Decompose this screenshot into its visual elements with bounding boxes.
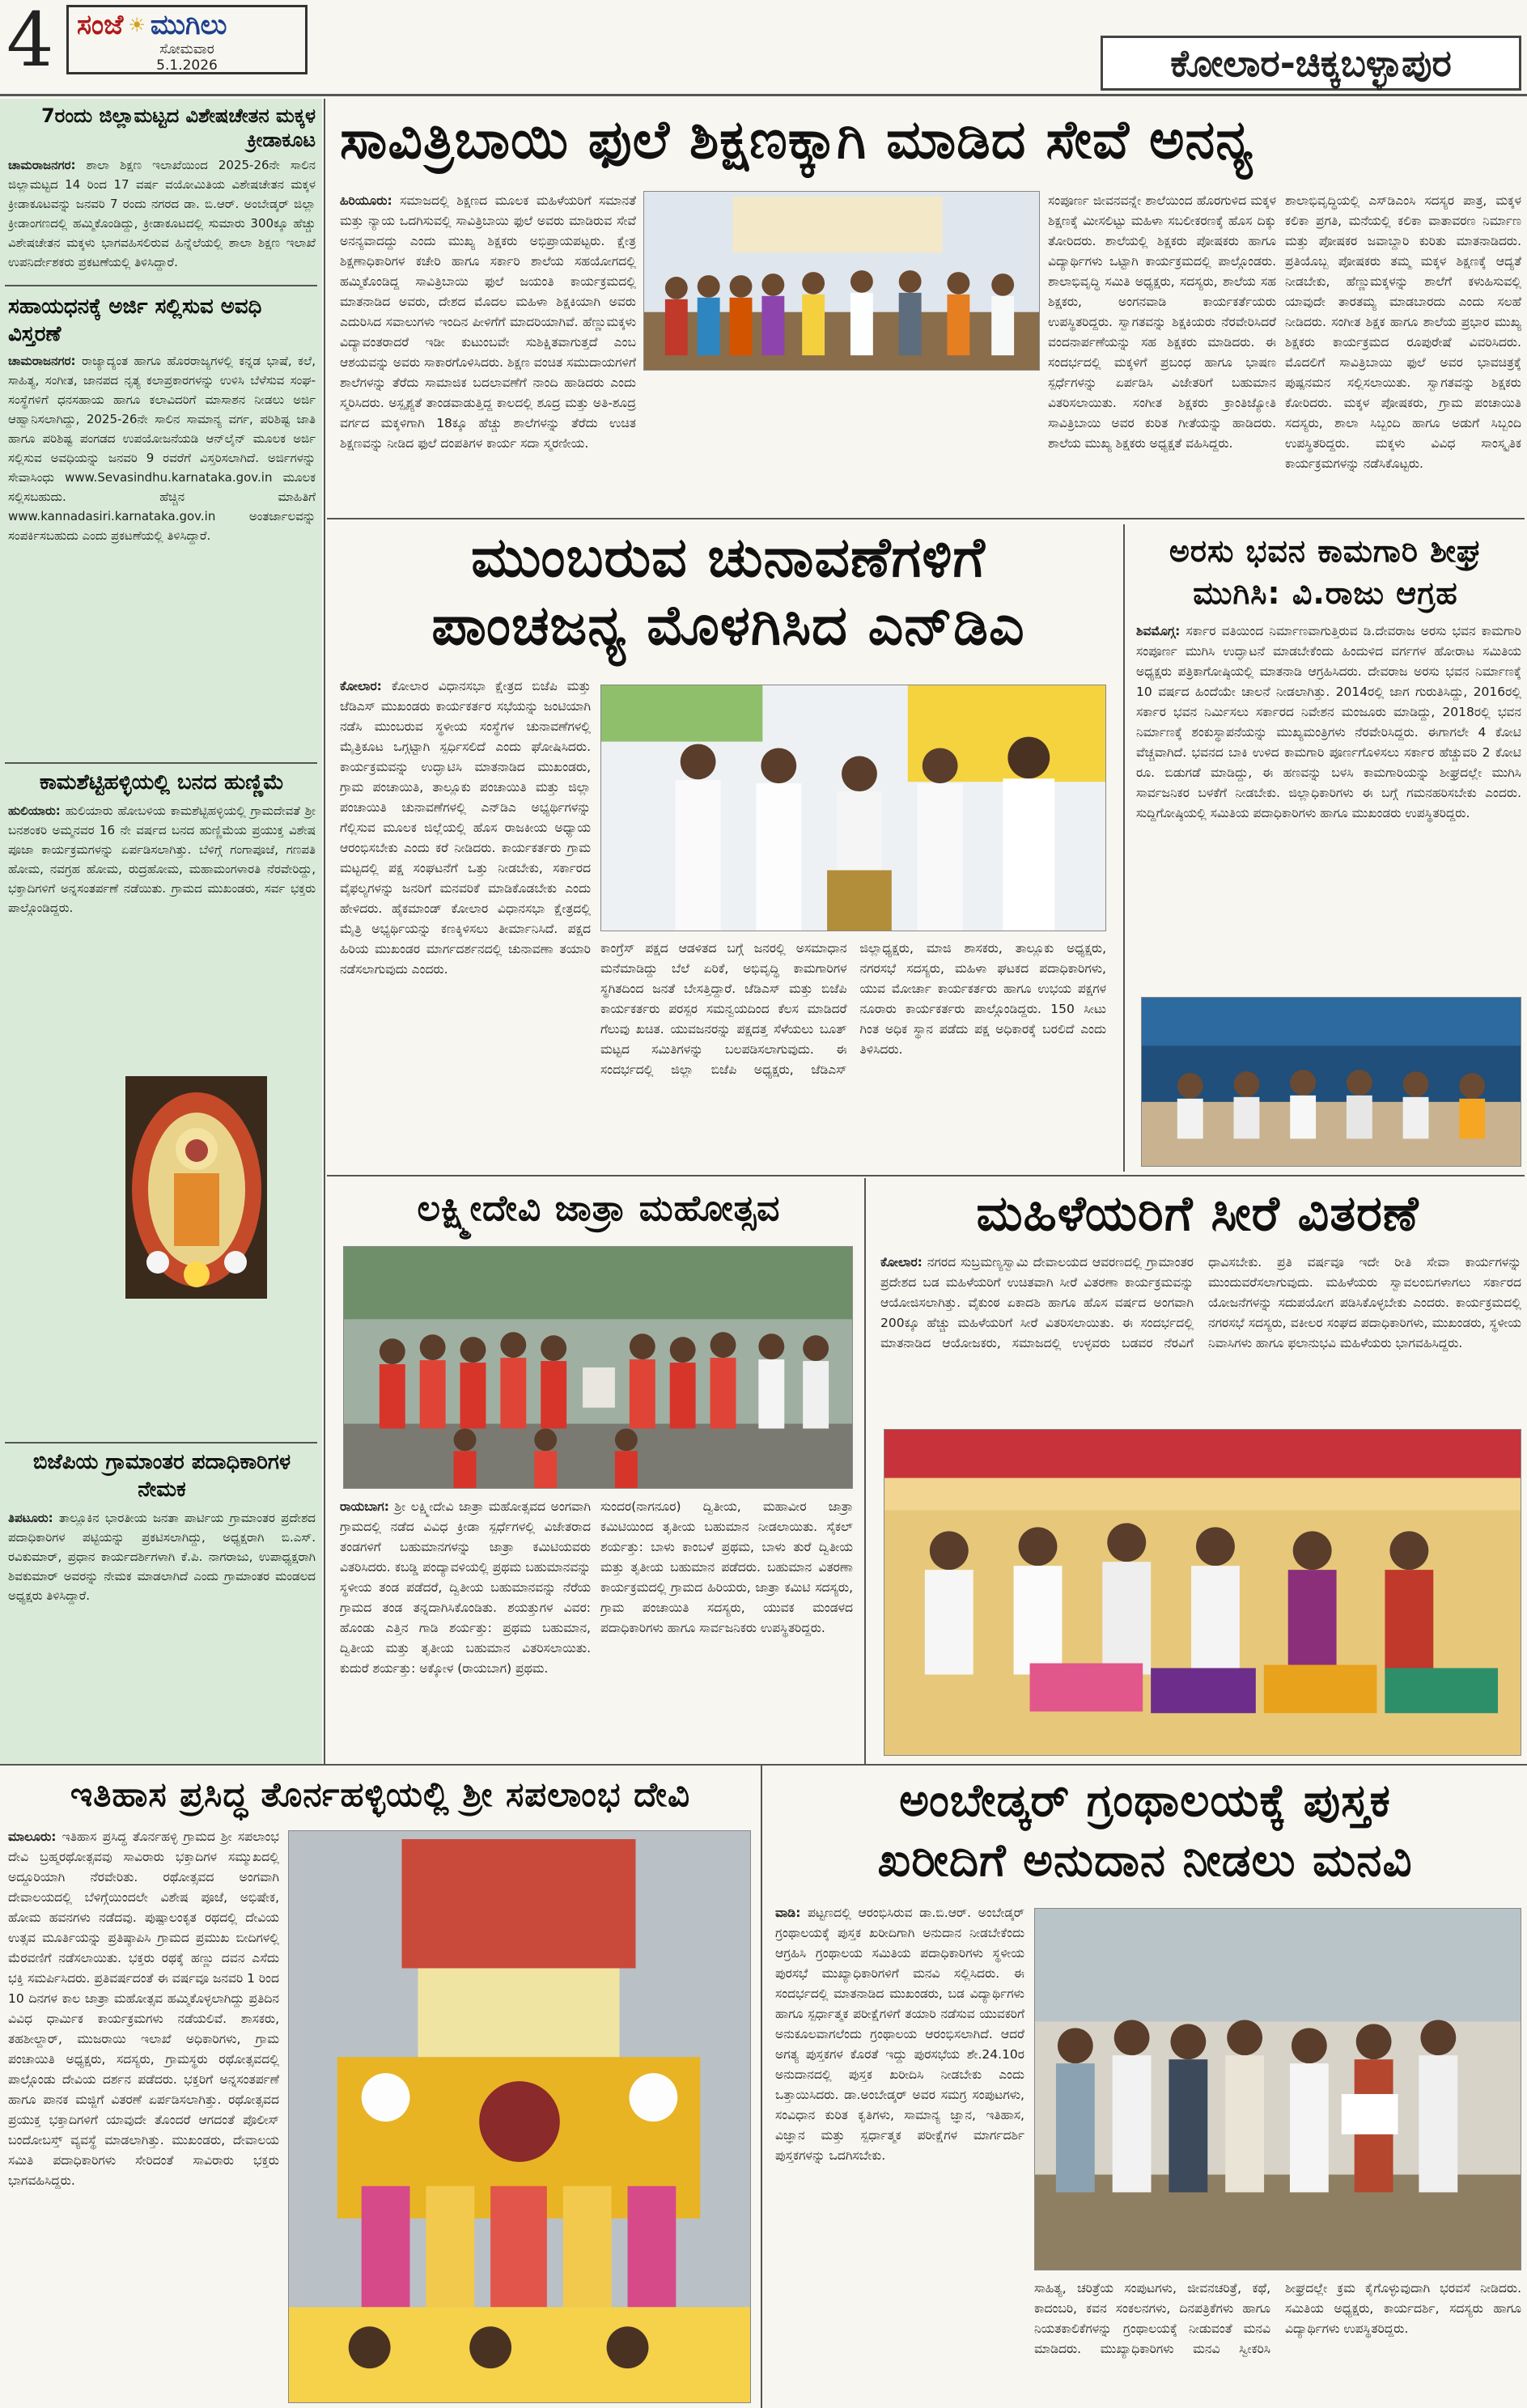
savitribai-col1 — [340, 191, 636, 510]
arasu-dateline: ಶಿವಮೊಗ್ಗ: — [1136, 624, 1181, 638]
divider — [0, 1764, 1527, 1766]
divider — [5, 285, 317, 286]
sidebar-sports-headline: 7ರಂದು ಜಿಲ್ಲಾಮಟ್ಟದ ವಿಶೇಷಚೇತನ ಮಕ್ಕಳ ಕ್ರೀಡಾಕೂಟ — [40, 104, 316, 151]
arasu-photo — [1141, 997, 1521, 1167]
nda-dateline: ಕೋಲಾರ: — [340, 679, 382, 693]
sidebar-sports-dateline: ಚಾಮರಾಜನಗರ: — [8, 158, 76, 172]
sidebar-story-grant — [8, 293, 316, 746]
saree-headline: ಮಹಿಳೆಯರಿಗೆ ಸೀರೆ ವಿತರಣೆ — [976, 1185, 1419, 1242]
arasu-body: ಸರ್ಕಾರ ವತಿಯಿಂದ ನಿರ್ಮಾಣವಾಗುತ್ತಿರುವ ಡಿ.ದೇವರಾಜ ಅರಸು ಭವನ ಕಾಮಗಾರಿ ಸಂಪೂರ್ಣ ಮುಗಿಸಿ ಉದ್ಘಾಟನೆ ಮಾಡಬೇಕೆಂದು ಹಿಂದುಳಿದ ವರ್ಗಗಳ ಹೋರಾಟ ಸಮಿತಿಯ ಅಧ್ಯಕ್ಷರು ಪತ್ರಿಕಾಗೋಷ್ಠಿಯಲ್ಲಿ ಮಾತನಾಡಿ ಆಗ್ರಹಿಸಿದರು. ದೇವರಾಜ ಅರಸು ಭವನ ನಿರ್ಮಾಣಕ್ಕೆ 10 ವರ್ಷದ ಹಿಂದೆಯೇ ಚಾಲನೆ ನೀಡಲಾಗಿತ್ತು. 2014ರಲ್ಲಿ ಜಾಗ ಗುರುತಿಸಿದ್ದು, 2016ರಲ್ಲಿ ಸರ್ಕಾರ ಭವನ ನಿರ್ಮಿಸಲು ಸರ್ಕಾರದ ನಿವೇಶನ ಮಂಜೂರು ಮಾಡಿದ್ದು, 2018ರಲ್ಲಿ ಭವನ ನಿರ್ಮಾಣಕ್ಕೆ ಶಂಕುಸ್ಥಾಪನೆಯನ್ನು ಮುಖ್ಯಮಂತ್ರಿಗಳು ನೆರವೇರಿಸಿದ್ದರು. ಈಗಾಗಲೇ 4 ಕೋಟಿ ವೆಚ್ಚವಾಗಿದೆ. ಭವನದ ಬಾಕಿ ಉಳಿದ ಕಾಮಗಾರಿ ಪೂರ್ಣಗೊಳಿಸಲು ಸರ್ಕಾರ ಹೆಚ್ಚುವರಿ 2 ಕೋಟಿ ರೂ. ಬಿಡುಗಡೆ ಮಾಡಿದ್ದು, ಈ ಹಣವನ್ನು ಬಳಸಿ ಕಾಮಗಾರಿಯನ್ನು ಶೀಘ್ರದಲ್ಲೇ ಮುಗಿಸಿ ಸಾರ್ವಜನಿಕರ ಬಳಕೆಗೆ ನೀಡಬೇಕು. ಜಿಲ್ಲಾಧಿಕಾರಿಗಳು ಈ ಬಗ್ಗೆ ಗಮನಹರಿಸಬೇಕು ಎಂದರು. ಸುದ್ದಿಗೋಷ್ಠಿಯಲ್ಲಿ ಸಮಿತಿಯ ಪದಾಧಿಕಾರಿಗಳು ಹಾಗೂ ಮುಖಂಡರು ಉಪಸ್ಥಿತರಿದ್ದರು. — [1136, 624, 1521, 820]
masthead-day: ಸೋಮವಾರ — [159, 41, 214, 57]
savitribai-headline: ಸಾವಿತ್ರಿಬಾಯಿ ಫುಲೆ ಶಿಕ್ಷಣಕ್ಕಾಗಿ ಮಾಡಿದ ಸೇವೆ ಅನನ್ಯ — [340, 108, 1254, 171]
section-title: ಕೋಲಾರ-ಚಿಕ್ಕಬಳ್ಳಾಪುರ — [1101, 36, 1521, 91]
lakshmi-dateline: ರಾಯಬಾಗ: — [340, 1499, 389, 1514]
ambedkar-headline-line2: ಖರೀದಿಗೆ ಅನುದಾನ ನೀಡಲು ಮನವಿ — [877, 1834, 1413, 1887]
ambedkar-headline-line1: ಅಂಬೇಡ್ಕರ್ ಗ್ರಂಥಾಲಯಕ್ಕೆ ಪುಸ್ತಕ — [899, 1774, 1391, 1827]
ambedkar-dateline: ವಾಡಿ: — [775, 1906, 801, 1920]
sidebar-temple-dateline: ಹುಲಿಯಾರು: — [8, 803, 61, 818]
savitribai-dateline: ಹಿರಿಯೂರು: — [340, 193, 392, 208]
nda-col2 — [600, 939, 1106, 1173]
nda-photo — [600, 685, 1106, 931]
torna-body-wrap — [8, 1827, 279, 2403]
arasu-body-wrap — [1136, 621, 1521, 987]
saree-body-wrap — [880, 1253, 1521, 1421]
sidebar-story-bjp — [8, 1448, 316, 1751]
nda-body-1: ಕೋಲಾರ ವಿಧಾನಸಭಾ ಕ್ಷೇತ್ರದ ಬಿಜೆಪಿ ಮತ್ತು ಜೆಡಿಎಸ್ ಮುಖಂಡರು ಕಾರ್ಯಕರ್ತರ ಸಭೆಯನ್ನು ಜಂಟಿಯಾಗಿ ನಡೆಸಿ ಮುಂಬರುವ ಸ್ಥಳೀಯ ಸಂಸ್ಥೆಗಳ ಚುನಾವಣೆಗಳಲ್ಲಿ ಮೈತ್ರಿಕೂಟ ಒಗ್ಗಟ್ಟಾಗಿ ಸ್ಪರ್ಧಿಸಲಿದೆ ಎಂದು ಘೋಷಿಸಿದರು. ಕಾರ್ಯಕ್ರಮವನ್ನು ಉದ್ಘಾಟಿಸಿ ಮಾತನಾಡಿದ ಮುಖಂಡರು, ಗ್ರಾಮ ಪಂಚಾಯಿತಿ, ತಾಲ್ಲೂಕು ಪಂಚಾಯಿತಿ ಮತ್ತು ಜಿಲ್ಲಾ ಪಂಚಾಯಿತಿ ಚುನಾವಣೆಗಳಲ್ಲಿ ಎನ್‌ಡಿಎ ಅಭ್ಯರ್ಥಿಗಳನ್ನು ಗೆಲ್ಲಿಸುವ ಮೂಲಕ ಜಿಲ್ಲೆಯಲ್ಲಿ ಹೊಸ ರಾಜಕೀಯ ಅಧ್ಯಾಯ ಆರಂಭಿಸಬೇಕು ಎಂದು ಕರೆ ನೀಡಿದರು. ಕಾರ್ಯಕರ್ತರು ಗ್ರಾಮ ಮಟ್ಟದಲ್ಲಿ ಪಕ್ಷ ಸಂಘಟನೆಗೆ ಒತ್ತು ನೀಡಬೇಕು, ಸರ್ಕಾರದ ವೈಫಲ್ಯಗಳನ್ನು ಜನರಿಗೆ ಮನವರಿಕೆ ಮಾಡಿಕೊಡಬೇಕು ಎಂದು ಹೇಳಿದರು. ಹೈಕಮಾಂಡ್ ಕೋಲಾರ ವಿಧಾನಸಭಾ ಕ್ಷೇತ್ರದಲ್ಲಿ ಮೈತ್ರಿ ಅಭ್ಯರ್ಥಿಯನ್ನು ಕಣಕ್ಕಿಳಿಸಲು ತೀರ್ಮಾನಿಸಿದೆ. ಪಕ್ಷದ ಹಿರಿಯ ಮುಖಂಡರ ಮಾರ್ಗದರ್ಶನದಲ್ಲಿ ಚುನಾವಣಾ ತಯಾರಿ ನಡೆಸಲಾಗುವುದು ಎಂದರು. — [340, 679, 591, 977]
arasu-headline-line2: ಮುಗಿಸಿ: ವಿ.ರಾಜು ಆಗ್ರಹ — [1193, 575, 1458, 611]
masthead — [66, 5, 308, 74]
savitribai-body-1: ಸಮಾಜದಲ್ಲಿ ಶಿಕ್ಷಣದ ಮೂಲಕ ಮಹಿಳೆಯರಿಗೆ ಸಮಾನತೆ ಮತ್ತು ನ್ಯಾಯ ಒದಗಿಸುವಲ್ಲಿ ಸಾವಿತ್ರಿಬಾಯಿ ಫುಲೆ ಅವರು ಮಾಡಿರುವ ಸೇವೆ ಅನನ್ಯವಾದದ್ದು ಎಂದು ಮುಖ್ಯ ಶಿಕ್ಷಕರು ಅಭಿಪ್ರಾಯಪಟ್ಟರು. ಕ್ಷೇತ್ರ ಶಿಕ್ಷಣಾಧಿಕಾರಿಗಳ ಕಚೇರಿ ಹಾಗೂ ಸರ್ಕಾರಿ ಶಾಲೆಯ ಸಹಯೋಗದಲ್ಲಿ ಹಮ್ಮಿಕೊಂಡಿದ್ದ ಸಾವಿತ್ರಿಬಾಯಿ ಫುಲೆ ಜಯಂತಿ ಕಾರ್ಯಕ್ರಮದಲ್ಲಿ ಮಾತನಾಡಿದ ಅವರು, ದೇಶದ ಮೊದಲ ಮಹಿಳಾ ಶಿಕ್ಷಕಿಯಾಗಿ ಅವರು ಎದುರಿಸಿದ ಸವಾಲುಗಳು ಇಂದಿನ ಪೀಳಿಗೆಗೆ ಮಾದರಿಯಾಗಿವೆ. ಹೆಣ್ಣುಮಕ್ಕಳು ವಿದ್ಯಾವಂತರಾದರೆ ಇಡೀ ಕುಟುಂಬವೇ ಸುಶಿಕ್ಷಿತವಾಗುತ್ತದೆ ಎಂಬ ಆಶಯವನ್ನು ಅವರು ಸಾಕಾರಗೊಳಿಸಿದರು. ಶಿಕ್ಷಣ ವಂಚಿತ ಸಮುದಾಯಗಳಿಗೆ ಶಾಲೆಗಳನ್ನು ತೆರೆದು ಸಾಮಾಜಿಕ ಬದಲಾವಣೆಗೆ ನಾಂದಿ ಹಾಡಿದರು ಎಂದು ಸ್ಮರಿಸಿದರು. ಅಸ್ಪೃಶ್ಯತೆ ತಾಂಡವಾಡುತ್ತಿದ್ದ ಕಾಲದಲ್ಲಿ ಶೂದ್ರ ಮತ್ತು ಅತಿ-ಶೂದ್ರ ವರ್ಗದ ಮಕ್ಕಳಿಗಾಗಿ 18ಕ್ಕೂ ಹೆಚ್ಚು ಶಾಲೆಗಳನ್ನು ತೆರೆದು ಉಚಿತ ಶಿಕ್ಷಣವನ್ನು ನೀಡಿದ ಫುಲೆ ದಂಪತಿಗಳ ಕಾರ್ಯ ಸದಾ ಸ್ಮರಣೀಯ. — [340, 193, 636, 451]
goddess-photo — [125, 1076, 267, 1299]
divider — [327, 1175, 1525, 1176]
masthead-date: 5.1.2026 — [156, 57, 218, 74]
savitribai-col3 — [1285, 191, 1521, 510]
ambedkar-col2 — [1034, 2279, 1521, 2403]
torna-dateline: ಮಾಲೂರು: — [8, 1829, 57, 1844]
divider — [327, 518, 1525, 519]
torna-body: ಇತಿಹಾಸ ಪ್ರಸಿದ್ಧ ತೊರ್ನಹಳ್ಳಿ ಗ್ರಾಮದ ಶ್ರೀ ಸಪಲಾಂಭ ದೇವಿ ಬ್ರಹ್ಮರಥೋತ್ಸವವು ಸಾವಿರಾರು ಭಕ್ತಾದಿಗಳ ಸಮ್ಮುಖದಲ್ಲಿ ಅದ್ದೂರಿಯಾಗಿ ನೆರವೇರಿತು. ರಥೋತ್ಸವದ ಅಂಗವಾಗಿ ದೇವಾಲಯದಲ್ಲಿ ಬೆಳಿಗ್ಗೆಯಿಂದಲೇ ವಿಶೇಷ ಪೂಜೆ, ಅಭಿಷೇಕ, ಹೋಮ ಹವನಗಳು ನಡೆದವು. ಪುಷ್ಪಾಲಂಕೃತ ರಥದಲ್ಲಿ ದೇವಿಯ ಉತ್ಸವ ಮೂರ್ತಿಯನ್ನು ಪ್ರತಿಷ್ಠಾಪಿಸಿ ಗ್ರಾಮದ ಪ್ರಮುಖ ಬೀದಿಗಳಲ್ಲಿ ಮೆರವಣಿಗೆ ನಡೆಸಲಾಯಿತು. ಭಕ್ತರು ರಥಕ್ಕೆ ಹಣ್ಣು ದವನ ಎಸೆದು ಭಕ್ತಿ ಸಮರ್ಪಿಸಿದರು. ಪ್ರತಿವರ್ಷದಂತೆ ಈ ವರ್ಷವೂ ಜನವರಿ 1 ರಿಂದ 10 ದಿನಗಳ ಕಾಲ ಜಾತ್ರಾ ಮಹೋತ್ಸವ ಹಮ್ಮಿಕೊಳ್ಳಲಾಗಿದ್ದು ಪ್ರತಿದಿನ ವಿವಿಧ ಧಾರ್ಮಿಕ ಕಾರ್ಯಕ್ರಮಗಳು ನಡೆಯಲಿವೆ. ಶಾಸಕರು, ತಹಶೀಲ್ದಾರ್, ಮುಜರಾಯಿ ಇಲಾಖೆ ಅಧಿಕಾರಿಗಳು, ಗ್ರಾಮ ಪಂಚಾಯಿತಿ ಅಧ್ಯಕ್ಷರು, ಸದಸ್ಯರು, ಗ್ರಾಮಸ್ಥರು ರಥೋತ್ಸವದಲ್ಲಿ ಪಾಲ್ಗೊಂಡು ದೇವಿಯ ದರ್ಶನ ಪಡೆದರು. ಭಕ್ತರಿಗೆ ಅನ್ನಸಂತರ್ಪಣೆ ಹಾಗೂ ಪಾನಕ ಮಜ್ಜಿಗೆ ವಿತರಣೆ ಏರ್ಪಡಿಸಲಾಗಿತ್ತು. ರಥೋತ್ಸವದ ಪ್ರಯುಕ್ತ ಭಕ್ತಾದಿಗಳಿಗೆ ಯಾವುದೇ ತೊಂದರೆ ಆಗದಂತೆ ಪೊಲೀಸ್ ಬಂದೋಬಸ್ತ್ ವ್ಯವಸ್ಥೆ ಮಾಡಲಾಗಿತ್ತು. ಮುಖಂಡರು, ದೇವಾಲಯ ಸಮಿತಿ ಪದಾಧಿಕಾರಿಗಳು ಸೇರಿದಂತೆ ಸಾವಿರಾರು ಭಕ್ತರು ಭಾಗವಹಿಸಿದ್ದರು. — [8, 1829, 279, 2188]
nda-headline-line1: ಮುಂಬರುವ ಚುನಾವಣೆಗಳಿಗೆ — [471, 526, 986, 590]
lakshmi-body-1: ಶ್ರೀ ಲಕ್ಷ್ಮೀದೇವಿ ಜಾತ್ರಾ ಮಹೋತ್ಸವದ ಅಂಗವಾಗಿ ಗ್ರಾಮದಲ್ಲಿ ನಡೆದ ವಿವಿಧ ಕ್ರೀಡಾ ಸ್ಪರ್ಧೆಗಳಲ್ಲಿ ವಿಜೇತರಾದ ತಂಡಗಳಿಗೆ ಬಹುಮಾನಗಳನ್ನು ಜಾತ್ರಾ ಕಮಿಟಿಯವರು ವಿತರಿಸಿದರು. ಕಬಡ್ಡಿ ಪಂದ್ಯಾವಳಿಯಲ್ಲಿ ಪ್ರಥಮ ಬಹುಮಾನವನ್ನು ಸ್ಥಳೀಯ ತಂಡ ಪಡೆದರೆ, ದ್ವಿತೀಯ ಬಹುಮಾನವನ್ನು ನೆರೆಯ ಗ್ರಾಮದ ತಂಡ ತನ್ನದಾಗಿಸಿಕೊಂಡಿತು. ಶಯತ್ತುಗಳ ವಿವರ: ಹೊಂಡು ಎತ್ತಿನ ಗಾಡಿ ಶರ್ಯತ್ತು: ಪ್ರಥಮ ಬಹುಮಾನ, ದ್ವಿತೀಯ ಮತ್ತು ತೃತೀಯ ಬಹುಮಾನ ವಿತರಿಸಲಾಯಿತು. ಕುದುರೆ ಶರ್ಯತ್ತು: ಅಕ್ಕೋಳ (ರಾಯಬಾಗ) ಪ್ರಥಮ. — [340, 1499, 591, 1676]
palm-tree-icon: ☀ — [128, 14, 146, 36]
ambedkar-body-2: ಸಾಹಿತ್ಯ, ಚರಿತ್ರೆಯ ಸಂಪುಟಗಳು, ಜೀವನಚರಿತ್ರೆ, ಕಥೆ, ಕಾದಂಬರಿ, ಕವನ ಸಂಕಲನಗಳು, ದಿನಪತ್ರಿಕೆಗಳು ಹಾಗೂ ನಿಯತಕಾಲಿಕೆಗಳನ್ನು ಗ್ರಂಥಾಲಯಕ್ಕೆ ನೀಡುವಂತೆ ಮನವಿ ಮಾಡಿದರು. ಮುಖ್ಯಾಧಿಕಾರಿಗಳು ಮನವಿ ಸ್ವೀಕರಿಸಿ ಶೀಘ್ರದಲ್ಲೇ ಕ್ರಮ ಕೈಗೊಳ್ಳುವುದಾಗಿ ಭರವಸೆ ನೀಡಿದರು. ಸಮಿತಿಯ ಅಧ್ಯಕ್ಷರು, ಕಾರ್ಯದರ್ಶಿ, ಸದಸ್ಯರು ಹಾಗೂ ವಿದ್ಯಾರ್ಥಿಗಳು ಉಪಸ್ಥಿತರಿದ್ದರು. — [1034, 2281, 1521, 2356]
sidebar-story-temple — [8, 769, 316, 979]
ambedkar-photo — [1034, 1908, 1521, 2270]
saree-dateline: ಕೋಲಾರ: — [880, 1255, 923, 1270]
arasu-headline-line1: ಅರಸು ಭವನ ಕಾಮಗಾರಿ ಶೀಘ್ರ — [1169, 533, 1482, 569]
saree-body: ನಗರದ ಸುಬ್ರಮಣ್ಯಸ್ವಾಮಿ ದೇವಾಲಯದ ಆವರಣದಲ್ಲಿ ಗ್ರಾಮಾಂತರ ಪ್ರದೇಶದ ಬಡ ಮಹಿಳೆಯರಿಗೆ ಉಚಿತವಾಗಿ ಸೀರೆ ವಿತರಣಾ ಕಾರ್ಯಕ್ರಮವನ್ನು ಆಯೋಜಿಸಲಾಗಿತ್ತು. ವೈಕುಂಠ ಏಕಾದಶಿ ಹಾಗೂ ಹೊಸ ವರ್ಷದ ಅಂಗವಾಗಿ 200ಕ್ಕೂ ಹೆಚ್ಚು ಮಹಿಳೆಯರಿಗೆ ಸೀರೆ ವಿತರಿಸಲಾಯಿತು. ಈ ಸಂದರ್ಭದಲ್ಲಿ ಮಾತನಾಡಿದ ಆಯೋಜಕರು, ಸಮಾಜದಲ್ಲಿ ಉಳ್ಳವರು ಬಡವರ ನೆರವಿಗೆ ಧಾವಿಸಬೇಕು. ಪ್ರತಿ ವರ್ಷವೂ ಇದೇ ರೀತಿ ಸೇವಾ ಕಾರ್ಯಗಳನ್ನು ಮುಂದುವರೆಸಲಾಗುವುದು. ಮಹಿಳೆಯರು ಸ್ವಾವಲಂಬಿಗಳಾಗಲು ಸರ್ಕಾರದ ಯೋಜನೆಗಳನ್ನು ಸದುಪಯೋಗ ಪಡಿಸಿಕೊಳ್ಳಬೇಕು ಎಂದರು. ಕಾರ್ಯಕ್ರಮದಲ್ಲಿ ನಗರಸಭೆ ಸದಸ್ಯರು, ವಕೀಲರ ಸಂಘದ ಪದಾಧಿಕಾರಿಗಳು, ಮುಖಂಡರು, ಸ್ಥಳೀಯ ನಿವಾಸಿಗಳು ಹಾಗೂ ಫಲಾನುಭವಿ ಮಹಿಳೆಯರು ಭಾಗವಹಿಸಿದ್ದರು. — [880, 1255, 1521, 1350]
savitribai-body-2: ಸಂಪೂರ್ಣ ಜೀವನವನ್ನೇ ಶಾಲೆಯಿಂದ ಹೊರಗುಳಿದ ಮಕ್ಕಳ ಶಿಕ್ಷಣಕ್ಕೆ ಮೀಸಲಿಟ್ಟು ಮಹಿಳಾ ಸಬಲೀಕರಣಕ್ಕೆ ಹೊಸ ದಿಕ್ಕು ತೋರಿದರು. ಶಾಲೆಯಲ್ಲಿ ಶಿಕ್ಷಕರು ಪೋಷಕರು ಹಾಗೂ ವಿದ್ಯಾರ್ಥಿಗಳು ಒಟ್ಟಾಗಿ ಕಾರ್ಯಕ್ರಮದಲ್ಲಿ ಪಾಲ್ಗೊಂಡರು. ಶಾಲಾಭಿವೃದ್ಧಿ ಸಮಿತಿ ಅಧ್ಯಕ್ಷರು, ಸದಸ್ಯರು, ಶಾಲೆಯ ಸಹ ಶಿಕ್ಷಕರು, ಅಂಗನವಾಡಿ ಕಾರ್ಯಕರ್ತೆಯರು ಉಪಸ್ಥಿತರಿದ್ದರು. ಸ್ವಾಗತವನ್ನು ಶಿಕ್ಷಕಿಯರು ನೆರವೇರಿಸಿದರೆ ವಂದನಾರ್ಪಣೆಯನ್ನು ಸಹ ಶಿಕ್ಷಕರು ಮಾಡಿದರು. ಈ ಸಂದರ್ಭದಲ್ಲಿ ಮಕ್ಕಳಿಗೆ ಪ್ರಬಂಧ ಹಾಗೂ ಭಾಷಣ ಸ್ಪರ್ಧೆಗಳನ್ನು ಏರ್ಪಡಿಸಿ ವಿಜೇತರಿಗೆ ಬಹುಮಾನ ವಿತರಿಸಲಾಯಿತು. ಸಂಗೀತ ಶಿಕ್ಷಕರು ಕ್ರಾಂತಿಜ್ಯೋತಿ ಸಾವಿತ್ರಿಬಾಯಿ ಅವರ ಕುರಿತ ಗೀತೆಯನ್ನು ಹಾಡಿದರು. ಶಾಲೆಯ ಮುಖ್ಯ ಶಿಕ್ಷಕರು ಅಧ್ಯಕ್ಷತೆ ವಹಿಸಿದ್ದರು. — [1048, 193, 1276, 451]
sidebar-grant-headline: ಸಹಾಯಧನಕ್ಕೆ ಅರ್ಜಿ ಸಲ್ಲಿಸುವ ಅವಧಿ ವಿಸ್ತರಣೆ — [8, 295, 262, 346]
lakshmi-photo — [343, 1246, 853, 1489]
lakshmi-col2 — [600, 1497, 853, 1757]
column-rule — [864, 1178, 866, 1764]
divider — [5, 1442, 317, 1444]
sidebar-temple-headline: ಕಾಮಶೆಟ್ಟಿಹಳ್ಳಿಯಲ್ಲಿ ಬನದ ಹುಣ್ಣಿಮೆ — [39, 770, 285, 795]
savitribai-photo — [643, 191, 1040, 371]
sidebar-temple-body: ಹುಲಿಯಾರು ಹೋಬಳಿಯ ಕಾಮಶೆಟ್ಟಿಹಳ್ಳಿಯಲ್ಲಿ ಗ್ರಾಮದೇವತೆ ಶ್ರೀ ಬನಶಂಕರಿ ಅಮ್ಮನವರ 16 ನೇ ವರ್ಷದ ಬನದ ಹುಣ್ಣಿಮೆಯ ಪ್ರಯುಕ್ತ ವಿಶೇಷ ಪೂಜಾ ಕಾರ್ಯಕ್ರಮಗಳನ್ನು ಏರ್ಪಡಿಸಲಾಗಿತ್ತು. ಬೆಳಿಗ್ಗೆ ಗಂಗಾಪೂಜೆ, ಗಣಪತಿ ಹೋಮ, ನವಗ್ರಹ ಹೋಮ, ರುದ್ರಹೋಮ, ಮಹಾಮಂಗಳಾರತಿ ನೆರವೇರಿದ್ದು, ಭಕ್ತಾದಿಗಳಿಗೆ ಅನ್ನಸಂತರ್ಪಣೆ ನಡೆಯಿತು. ಗ್ರಾಮದ ಮುಖಂಡರು, ಸರ್ವ ಭಕ್ತರು ಪಾಲ್ಗೊಂಡಿದ್ದರು. — [8, 803, 316, 915]
sidebar-story-sports — [8, 104, 316, 283]
sidebar-grant-body: ರಾಜ್ಯಾದ್ಯಂತ ಹಾಗೂ ಹೊರರಾಜ್ಯಗಳಲ್ಲಿ ಕನ್ನಡ ಭಾಷೆ, ಕಲೆ, ಸಾಹಿತ್ಯ, ಸಂಗೀತ, ಜಾನಪದ ನೃತ್ಯ ಕಲಾಪ್ರಕಾರಗಳನ್ನು ಉಳಿಸಿ ಬೆಳೆಸುವ ಸಂಘ-ಸಂಸ್ಥೆಗಳಿಗೆ ಧನಸಹಾಯ ಹಾಗೂ ಕಲಾವಿದರಿಗೆ ಮಾಸಾಶನ ನೀಡಲು ಅರ್ಜಿ ಆಹ್ವಾನಿಸಲಾಗಿದ್ದು, 2025-26ನೇ ಸಾಲಿನ ಸಾಮಾನ್ಯ ವರ್ಗ, ಪರಿಶಿಷ್ಟ ಜಾತಿ ಹಾಗೂ ಪರಿಶಿಷ್ಟ ಪಂಗಡದ ಉಪಯೋಜನೆಯಡಿ ಆನ್‌ಲೈನ್ ಮೂಲಕ ಅರ್ಜಿ ಸಲ್ಲಿಸುವ ಅವಧಿಯನ್ನು ಜನವರಿ 9 ರವರೆಗೆ ವಿಸ್ತರಿಸಲಾಗಿದೆ. ಅರ್ಜಿಗಳನ್ನು ಸೇವಾಸಿಂಧು www.Sevasindhu.karnataka.gov.in ಮೂಲಕ ಸಲ್ಲಿಸಬಹುದು. ಹೆಚ್ಚಿನ ಮಾಹಿತಿಗೆ www.kannadasiri.karnataka.gov.in ಅಂತರ್ಜಾಲವನ್ನು ಸಂಪರ್ಕಿಸಬಹುದು ಎಂದು ಪ್ರಕಟಣೆಯಲ್ಲಿ ತಿಳಿಸಿದ್ದಾರೆ. — [8, 354, 316, 543]
page-number: 4 — [6, 0, 54, 83]
column-rule — [324, 99, 325, 1764]
sidebar-bjp-dateline: ತಿಪಟೂರು: — [8, 1511, 53, 1525]
sidebar-grant-dateline: ಚಾಮರಾಜನಗರ: — [8, 354, 76, 368]
nda-headline-line2: ಪಾಂಚಜನ್ಯ ಮೊಳಗಿಸಿದ ಎನ್‌ಡಿಎ — [431, 594, 1025, 658]
lakshmi-col1 — [340, 1497, 591, 1757]
nda-body-2: ಕಾಂಗ್ರೆಸ್ ಪಕ್ಷದ ಆಡಳಿತದ ಬಗ್ಗೆ ಜನರಲ್ಲಿ ಅಸಮಾಧಾನ ಮನೆಮಾಡಿದ್ದು ಬೆಲೆ ಏರಿಕೆ, ಅಭಿವೃದ್ಧಿ ಕಾಮಗಾರಿಗಳ ಸ್ಥಗಿತದಿಂದ ಜನತೆ ಬೇಸತ್ತಿದ್ದಾರೆ. ಜೆಡಿಎಸ್ ಮತ್ತು ಬಿಜೆಪಿ ಕಾರ್ಯಕರ್ತರು ಪರಸ್ಪರ ಸಮನ್ವಯದಿಂದ ಕೆಲಸ ಮಾಡಿದರೆ ಗೆಲುವು ಖಚಿತ. ಯುವಜನರನ್ನು ಪಕ್ಷದತ್ತ ಸೆಳೆಯಲು ಬೂತ್ ಮಟ್ಟದ ಸಮಿತಿಗಳನ್ನು ಬಲಪಡಿಸಲಾಗುವುದು. ಈ ಸಂದರ್ಭದಲ್ಲಿ ಜಿಲ್ಲಾ ಬಿಜೆಪಿ ಅಧ್ಯಕ್ಷರು, ಜೆಡಿಎಸ್ ಜಿಲ್ಲಾಧ್ಯಕ್ಷರು, ಮಾಜಿ ಶಾಸಕರು, ತಾಲ್ಲೂಕು ಅಧ್ಯಕ್ಷರು, ನಗರಸಭೆ ಸದಸ್ಯರು, ಮಹಿಳಾ ಘಟಕದ ಪದಾಧಿಕಾರಿಗಳು, ಯುವ ಮೋರ್ಚಾ ಕಾರ್ಯಕರ್ತರು ಹಾಗೂ ಉಭಯ ಪಕ್ಷಗಳ ನೂರಾರು ಕಾರ್ಯಕರ್ತರು ಪಾಲ್ಗೊಂಡಿದ್ದರು. 150 ಸೀಟು ಗಿಂತ ಅಧಿಕ ಸ್ಥಾನ ಪಡೆದು ಪಕ್ಷ ಅಧಿಕಾರಕ್ಕೆ ಬರಲಿದೆ ಎಂದು ತಿಳಿಸಿದರು. — [600, 941, 1106, 1077]
lakshmi-body-2: ಸುಂದರ(ನಾಗನೂರ) ದ್ವಿತೀಯ, ಮಹಾವೀರ ಜಾತ್ರಾ ಕಮಿಟಿಯಿಂದ ತೃತೀಯ ಬಹುಮಾನ ನೀಡಲಾಯಿತು. ಸೈಕಲ್ ಶರ್ಯತ್ತು: ಬಾಳು ಕಾಂಬಳೆ ಪ್ರಥಮ, ಬಾಳು ತುರೆ ದ್ವಿತೀಯ ಮತ್ತು ತೃತೀಯ ಬಹುಮಾನ ಪಡೆದರು. ಬಹುಮಾನ ವಿತರಣಾ ಕಾರ್ಯಕ್ರಮದಲ್ಲಿ ಗ್ರಾಮದ ಹಿರಿಯರು, ಜಾತ್ರಾ ಕಮಿಟಿ ಸದಸ್ಯರು, ಗ್ರಾಮ ಪಂಚಾಯಿತಿ ಸದಸ್ಯರು, ಯುವಕ ಮಂಡಳದ ಪದಾಧಿಕಾರಿಗಳು ಹಾಗೂ ಸಾರ್ವಜನಿಕರು ಉಪಸ್ಥಿತರಿದ್ದರು. — [600, 1499, 853, 1635]
masthead-logo-part2: ಮುಗಿಲು — [150, 9, 227, 41]
savitribai-body-3: ಶಾಲಾಭಿವೃದ್ಧಿಯಲ್ಲಿ ಎಸ್‌ಡಿಎಂಸಿ ಸದಸ್ಯರ ಪಾತ್ರ, ಮಕ್ಕಳ ಕಲಿಕಾ ಪ್ರಗತಿ, ಮನೆಯಲ್ಲಿ ಕಲಿಕಾ ವಾತಾವರಣ ನಿರ್ಮಾಣ ಮತ್ತು ಪೋಷಕರ ಜವಾಬ್ದಾರಿ ಕುರಿತು ಮಾತನಾಡಿದರು. ಪ್ರತಿಯೊಬ್ಬ ಪೋಷಕರು ತಮ್ಮ ಮಕ್ಕಳ ಶಿಕ್ಷಣಕ್ಕೆ ಆದ್ಯತೆ ನೀಡಬೇಕು, ಹೆಣ್ಣುಮಕ್ಕಳನ್ನು ಶಾಲೆಗೆ ಕಳುಹಿಸುವಲ್ಲಿ ಯಾವುದೇ ತಾರತಮ್ಯ ಮಾಡಬಾರದು ಎಂದು ಸಲಹೆ ನೀಡಿದರು. ಸಂಗೀತ ಶಿಕ್ಷಕ ಹಾಗೂ ಶಾಲೆಯ ಪ್ರಭಾರ ಮುಖ್ಯ ಶಿಕ್ಷಕರು ಕಾರ್ಯಕ್ರಮದ ರೂಪುರೇಷೆ ವಿವರಿಸಿದರು. ಮೊದಲಿಗೆ ಸಾವಿತ್ರಿಬಾಯಿ ಫುಲೆ ಅವರ ಭಾವಚಿತ್ರಕ್ಕೆ ಪುಷ್ಪನಮನ ಸಲ್ಲಿಸಲಾಯಿತು. ಸ್ವಾಗತವನ್ನು ಶಿಕ್ಷಕರು ಕೋರಿದರು. ಮಕ್ಕಳ ಪೋಷಕರು, ಗ್ರಾಮ ಪಂಚಾಯಿತಿ ಸದಸ್ಯರು, ಶಾಲಾ ಸಿಬ್ಬಂದಿ ಹಾಗೂ ಅಡುಗೆ ಸಿಬ್ಬಂದಿ ಉಪಸ್ಥಿತರಿದ್ದರು. ಮಕ್ಕಳು ವಿವಿಧ ಸಾಂಸ್ಕೃತಿಕ ಕಾರ್ಯಕ್ರಮಗಳನ್ನು ನಡೆಸಿಕೊಟ್ಟರು. — [1285, 193, 1521, 471]
nda-col1 — [340, 676, 591, 1172]
divider — [5, 762, 317, 764]
torna-photo — [288, 1830, 751, 2403]
ambedkar-col1 — [775, 1903, 1024, 2403]
sidebar-bjp-body: ತಾಲ್ಲೂಕಿನ ಭಾರತೀಯ ಜನತಾ ಪಾರ್ಟಿಯ ಗ್ರಾಮಾಂತರ ಪ್ರದೇಶದ ಪದಾಧಿಕಾರಿಗಳ ಪಟ್ಟಿಯನ್ನು ಪ್ರಕಟಿಸಲಾಗಿದ್ದು, ಅಧ್ಯಕ್ಷರಾಗಿ ಬಿ.ಎಸ್. ರವಿಕುಮಾರ್, ಪ್ರಧಾನ ಕಾರ್ಯದರ್ಶಿಗಳಾಗಿ ಕೆ.ಪಿ. ನಾಗರಾಜು, ಉಪಾಧ್ಯಕ್ಷರಾಗಿ ಶಿವಕುಮಾರ್ ಅವರನ್ನು ನೇಮಕ ಮಾಡಲಾಗಿದೆ ಎಂದು ಗ್ರಾಮಾಂತರ ಮಂಡಲದ ಅಧ್ಯಕ್ಷರು ತಿಳಿಸಿದ್ದಾರೆ. — [8, 1511, 316, 1603]
sidebar-temple-body-cont — [8, 1307, 316, 1436]
lakshmi-headline: ಲಕ್ಷ್ಮೀದೇವಿ ಜಾತ್ರಾ ಮಹೋತ್ಸವ — [417, 1188, 781, 1229]
header-rule — [0, 94, 1527, 96]
savitribai-col2 — [1048, 191, 1276, 510]
sidebar-bjp-headline: ಬಿಜೆಪಿಯ ಗ್ರಾಮಾಂತರ ಪದಾಧಿಕಾರಿಗಳ ನೇಮಕ — [32, 1450, 291, 1502]
savitribai-col1b — [643, 377, 1040, 510]
saree-photo — [884, 1429, 1521, 1756]
ambedkar-body-1: ಪಟ್ಟಣದಲ್ಲಿ ಆರಂಭಿಸಿರುವ ಡಾ.ಬಿ.ಆರ್. ಅಂಬೇಡ್ಕರ್ ಗ್ರಂಥಾಲಯಕ್ಕೆ ಪುಸ್ತಕ ಖರೀದಿಗಾಗಿ ಅನುದಾನ ನೀಡಬೇಕೆಂದು ಆಗ್ರಹಿಸಿ ಗ್ರಂಥಾಲಯ ಸಮಿತಿಯ ಪದಾಧಿಕಾರಿಗಳು ಸ್ಥಳೀಯ ಪುರಸಭೆ ಮುಖ್ಯಾಧಿಕಾರಿಗಳಿಗೆ ಮನವಿ ಸಲ್ಲಿಸಿದರು. ಈ ಸಂದರ್ಭದಲ್ಲಿ ಮಾತನಾಡಿದ ಮುಖಂಡರು, ಬಡ ವಿದ್ಯಾರ್ಥಿಗಳು ಹಾಗೂ ಸ್ಪರ್ಧಾತ್ಮಕ ಪರೀಕ್ಷೆಗಳಿಗೆ ತಯಾರಿ ನಡೆಸುವ ಯುವಕರಿಗೆ ಅನುಕೂಲವಾಗಲೆಂದು ಗ್ರಂಥಾಲಯ ಆರಂಭಿಸಲಾಗಿದೆ. ಆದರೆ ಅಗತ್ಯ ಪುಸ್ತಕಗಳ ಕೊರತೆ ಇದ್ದು ಪುರಸಭೆಯ ಶೇ.24.10ರ ಅನುದಾನದಲ್ಲಿ ಪುಸ್ತಕ ಖರೀದಿಸಿ ನೀಡಬೇಕು ಎಂದು ಒತ್ತಾಯಿಸಿದರು. ಡಾ.ಅಂಬೇಡ್ಕರ್ ಅವರ ಸಮಗ್ರ ಸಂಪುಟಗಳು, ಸಂವಿಧಾನ ಕುರಿತ ಕೃತಿಗಳು, ಸಾಮಾನ್ಯ ಜ್ಞಾನ, ಇತಿಹಾಸ, ವಿಜ್ಞಾನ ಮತ್ತು ಸ್ಪರ್ಧಾತ್ಮಕ ಪರೀಕ್ಷೆಗಳ ಮಾರ್ಗದರ್ಶಿ ಪುಸ್ತಕಗಳನ್ನು ಒದಗಿಸಬೇಕು. — [775, 1906, 1024, 2163]
sidebar-sports-body: ಶಾಲಾ ಶಿಕ್ಷಣ ಇಲಾಖೆಯಿಂದ 2025-26ನೇ ಸಾಲಿನ ಜಿಲ್ಲಾಮಟ್ಟದ 14 ರಿಂದ 17 ವರ್ಷ ವಯೋಮಿತಿಯ ವಿಶೇಷಚೇತನ ಮಕ್ಕಳ ಕ್ರೀಡಾಕೂಟವನ್ನು ಜನವರಿ 7 ರಂದು ನಗರದ ಡಾ. ಬಿ.ಆರ್. ಅಂಬೇಡ್ಕರ್ ಜಿಲ್ಲಾ ಕ್ರೀಡಾಂಗಣದಲ್ಲಿ ಹಮ್ಮಿಕೊಂಡಿದ್ದು, ಕ್ರೀಡಾಕೂಟದಲ್ಲಿ ಸುಮಾರು 300ಕ್ಕೂ ಹೆಚ್ಚು ವಿಶೇಷಚೇತನ ಮಕ್ಕಳು ಭಾಗವಹಿಸಲಿರುವ ಹಿನ್ನೆಲೆಯಲ್ಲಿ ಶಾಲಾ ಶಿಕ್ಷಣ ಇಲಾಖೆ ಉಪನಿರ್ದೇಶಕರು ಪ್ರಕಟಣೆಯಲ್ಲಿ ತಿಳಿಸಿದ್ದಾರೆ. — [8, 158, 316, 269]
column-rule — [761, 1766, 762, 2408]
column-rule — [1123, 524, 1125, 1172]
torna-headline: ಇತಿಹಾಸ ಪ್ರಸಿದ್ಧ ತೊರ್ನಹಳ್ಳಿಯಲ್ಲಿ ಶ್ರೀ ಸಪಲಾಂಭ ದೇವಿ — [70, 1774, 691, 1814]
masthead-logo-part1: ಸಂಜೆ — [77, 9, 124, 41]
